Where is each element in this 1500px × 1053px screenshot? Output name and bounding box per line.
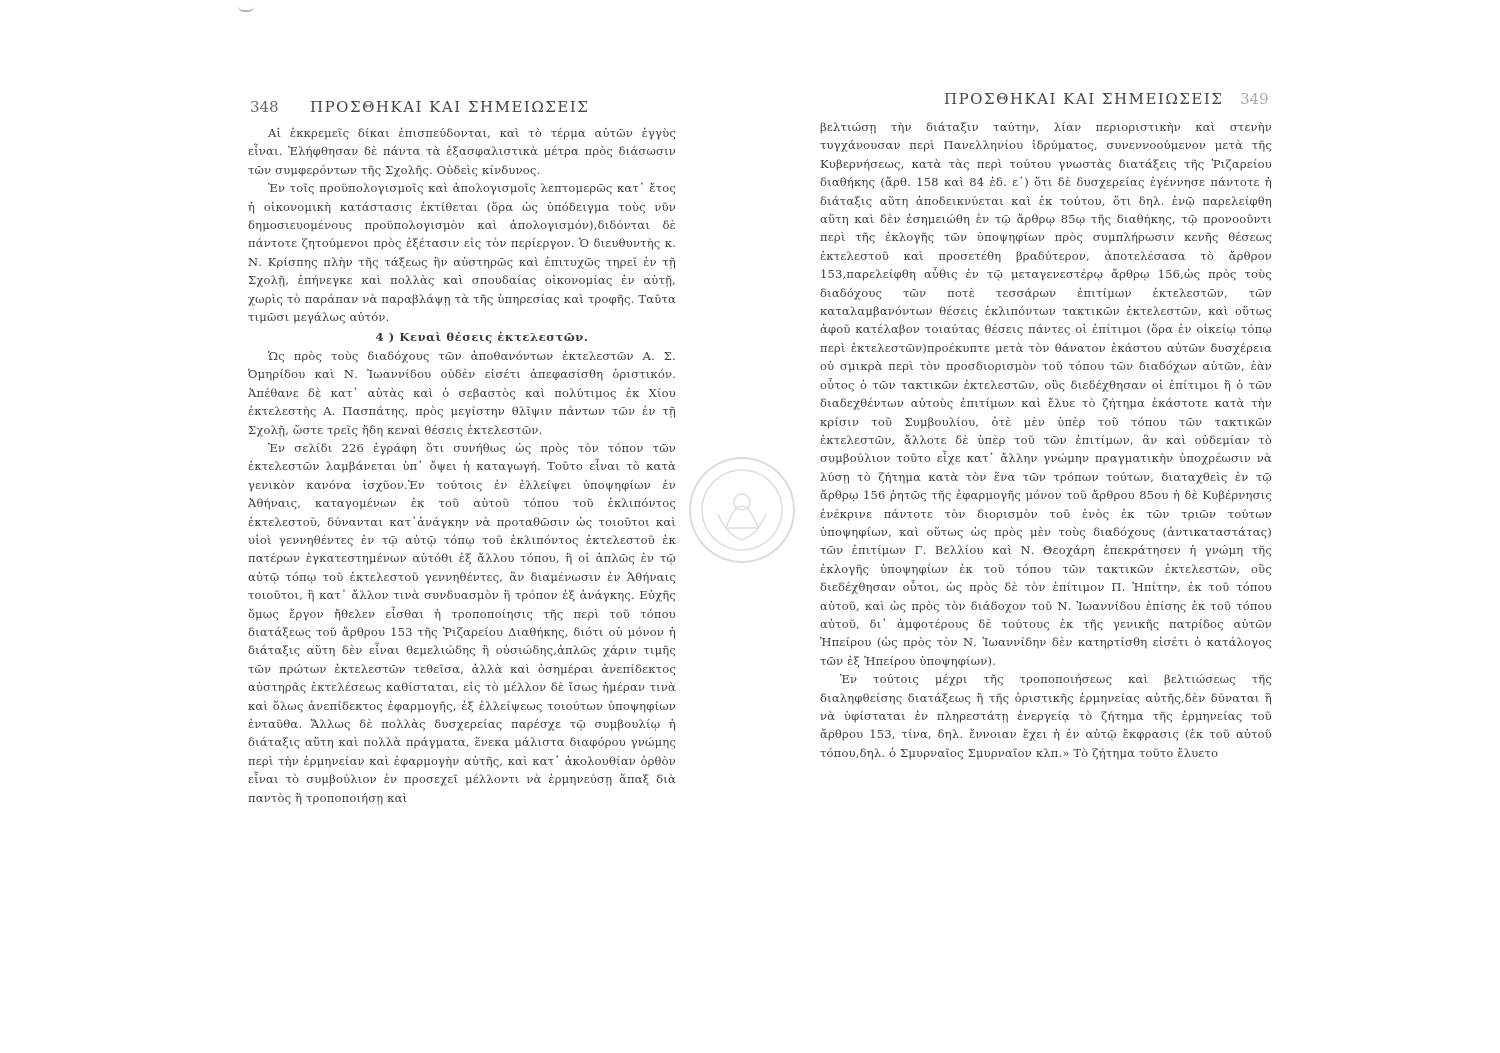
paragraph: Ἐν τοῖς προϋπολογισμοῖς καὶ ἀπολογισμοῖς λεπτομερῶς κατ᾽ ἔτος ἡ οἰκονομικὴ κατάστασις ἐκτίθεται (ὅρα ὡς ὑπόδειγμα τοὺς νῦν δημοσιευομένους προϋπολογισμὸν καὶ ἀπολογισμόν),διδόνται δὲ πάντοτε ζητούμενοι πρὸς ἐξέτασιν εἰς τὸν περίεργον. Ὁ διευθυντὴς κ. Ν. Κρίσπης πλὴν τῆς τάξεως ἣν αὐστηρῶς καὶ ἐπιτυχῶς τηρεῖ ἐν τῇ Σχολῇ, ἐπήνεγκε καὶ πολλὰς καὶ σπουδαίας οἰκονομίας ἐν αὐτῇ, χωρὶς τὸ παράπαν νὰ παραβλάψῃ τὰ τῆς ὑπηρεσίας καὶ τροφῆς. Ταῦτα τιμῶσι μεγάλως αὐτόν. bbox=[248, 181, 676, 325]
left-page-number: 348 bbox=[250, 98, 279, 116]
library-stamp-icon bbox=[686, 454, 798, 566]
paragraph: Ἐν τούτοις μέχρι τῆς τροποποιήσεως καὶ βελτιώσεως τῆς διαληφθείσης διατάξεως ἢ τῆς ὁριστικῆς ἑρμηνείας αὐτῆς,δὲν δύναται ἢ νὰ ὑφίσταται ἐν πληρεστάτῃ ἐνεργείᾳ τὸ ζήτημα τῆς ἑρμηνείας τοῦ ἄρθρου 153, τίνα, δηλ. ἔννοιαν ἔχει ἡ ἐν αὐτῷ ἔκφρασις (ἐκ τοῦ αὐτοῦ τόπου,δηλ. ὁ Σμυρναῖος Σμυρναῖον κλπ.» Τὸ ζήτημα τοῦτο ἔλυετο bbox=[820, 672, 1272, 760]
right-body-text bbox=[820, 118, 1272, 762]
right-page-number: 349 bbox=[1240, 90, 1269, 108]
paragraph: Ἐν σελίδι 226 ἐγράφη ὅτι συνήθως ὡς πρὸς τὸν τόπον τῶν ἐκτελεστῶν λαμβάνεται ὑπ᾽ ὄψει ἡ καταγωγή. Τοῦτο εἶναι τὸ κατὰ γενικὸν κανόνα ἰσχῦον.Ἐν τούτοις ἐν ἐλλείψει ὑποψηφίων ἐν Ἀθήναις, καταγομένων ἐκ τοῦ αὐτοῦ τόπου τοῦ ἐκλιπόντος ἐκτελεστοῦ, δύνανται κατ᾽ἀνάγκην νὰ προταθῶσιν ὡς τοιοῦτοι καὶ υἱοὶ γεννηθέντες ἐν τῷ αὐτῷ τόπῳ τοῦ ἐκλιπόντος ἐκτελεστοῦ ἐκ πατέρων ἐγκατεστημένων αὐτόθι ἐξ ἄλλου τόπου, ἢ οἱ ἁπλῶς ἐν τῷ αὐτῷ τόπῳ τοῦ ἐκτελεστοῦ γεννηθέντες, ἂν διαμένωσιν ἐν Ἀθήναις τοιοῦτοι, ἢ κατ᾽ ἄλλον τινὰ συνδυασμὸν ἢ τρόπον ἐξ ἀνάγκης. Εὐχῆς ὅμως ἔργον ἤθελεν εἶσθαι ἡ τροποποίησις τῆς περὶ τοῦ τόπου διατάξεως τοῦ ἄρθρου 153 τῆς Ῥιζαρείου Διαθήκης, διότι οὐ μόνον ἡ διάταξις αὕτη δὲν εἶναι θεμελιώδης ἢ οὐσιώδης,ἁπλῶς χάριν τιμῆς τῶν πρώτων ἐκτελεστῶν τεθεῖσα, ἀλλὰ καὶ ὁσημέραι ἀνεπίδεκτος αὐστηρᾶς ἐκτελέσεως καθίσταται, εἰς τὸ μέλλον δὲ ἴσως ἡμέραν τινὰ καὶ ὅλως ἀνεπίδεκτος ἐφαρμογῆς, ἐξ ἐλλείψεως τοιούτων ὑποψηφίων ἐνταῦθα. Ἄλλως δὲ πολλὰς δυσχερείας παρέσχε τῷ συμβουλίῳ ἡ διάταξις αὕτη καὶ πολλὰ πράγματα, ἕνεκα μάλιστα διαφόρου γνώμης περὶ τὴν ἑρμηνείαν καὶ ἐφαρμογὴν αὐτῆς, καὶ κατ᾽ ἀκολουθίαν ὀρθὸν εἶναι τὸ συμβούλιον ἐν προσεχεῖ μέλλοντι νὰ ἑρμηνεύσῃ ἅπαξ διὰ παντὸς ἢ τροποποιήσῃ καὶ bbox=[248, 440, 676, 805]
left-page bbox=[248, 90, 676, 807]
right-running-head bbox=[820, 90, 1272, 118]
left-running-head bbox=[248, 90, 676, 118]
left-running-title: ΠΡΟΣΘΗΚΑΙ ΚΑΙ ΣΗΜΕΙΩΣΕΙΣ bbox=[310, 98, 590, 116]
right-page bbox=[820, 90, 1272, 762]
scan-corner-mark bbox=[238, 0, 254, 12]
right-running-title: ΠΡΟΣΘΗΚΑΙ ΚΑΙ ΣΗΜΕΙΩΣΕΙΣ bbox=[944, 90, 1224, 108]
section-heading: 4 ) Κεναὶ θέσεις ἐκτελεστῶν. bbox=[375, 330, 589, 345]
left-body-text bbox=[248, 124, 676, 807]
paragraph: βελτιώσῃ τὴν διάταξιν ταύτην, λίαν περιοριστικὴν καὶ στενὴν τυγχάνουσαν περὶ Πανελληνίου ἱδρύματος, συνεννοούμενον μετὰ τῆς Κυβερνήσεως, κατὰ τὰς περὶ τούτου γνωστὰς διατάξεις τῆς Ῥιζαρείου διαθήκης (ἄρθ. 158 καὶ 84 ἐδ. ε᾽) ὅτι δὲ δυσχερείας ἐγέννησε πάντοτε ἡ διάταξις αὕτη ἀποδεικνύεται καὶ ἐκ τούτου, ὅτι δηλ. ἐνῷ παρελείφθη αὕτη καὶ δὲν ἐσημειώθη ἐν τῷ ἄρθρῳ 85ῳ τῆς διαθήκης, τῷ προνοοῦντι περὶ τῆς ἐκλογῆς τῶν ὑποψηφίων πρὸς συμπλήρωσιν κενῆς θέσεως ἐκτελεστοῦ καὶ προσετέθη βραδύτερον, ἀποτελέσασα τὸ ἄρθρον 153,παρελείφθη αὖθις ἐν τῷ μεταγενεστέρῳ ἄρθρῳ 156,ὡς πρὸς τοὺς διαδόχους τῶν ποτὲ τεσσάρων ἐπιτίμων ἐκτελεστῶν, τῶν καταλαμβανόντων θέσεις ἐκλιπόντων τακτικῶν ἐκτελεστῶν, καὶ οὕτως ἀφοῦ κατέλαβον τοιαύτας θέσεις πάντες οἱ ἐπίτιμοι (ὅρα ἐν οἰκείῳ τόπῳ περὶ ἐκτελεστῶν)προέκυπτε μετὰ τὸν θάνατον ἑκάστου αὐτῶν δυσχέρεια οὐ σμικρὰ περὶ τὸν προσδιορισμὸν τοῦ τόπου τῶν διαδόχων αὐτῶν, ἐὰν οὗτος ὁ τῶν τακτικῶν ἐκτελεστῶν, οὓς διεδέχθησαν οἱ ἐπίτιμοι ἢ ὁ τῶν διαδεχθέντων αὐτοὺς ἐπιτίμων καὶ ἔλυε τὸ ζήτημα ἑκάστοτε κατὰ τὴν κρίσιν τοῦ Συμβουλίου, ὁτὲ μὲν ὑπὲρ τοῦ τόπου τῶν τακτικῶν ἐκτελεστῶν, ἄλλοτε δὲ ὑπὲρ τοῦ τῶν ἐπιτίμων, ἂν καὶ οὐδεμίαν τὸ συμβούλιον τοῦτο εἶχε κατ᾽ ἄλλην γνώμην πραγματικὴν ὑποχρέωσιν νὰ λύσῃ τὸ ζήτημα κατὰ τὸν ἕνα τῶν τρόπων τούτων, διαταχθεὶς ἐν τῷ ἄρθρῳ 156 ῥητῶς τῆς ἐφαρμογῆς μόνον τοῦ ἄρθρου 85ου ἡ δὲ Κυβέρνησις ἐνέκρινε πάντοτε τὸν διορισμὸν τοῦ ἑνὸς ἐκ τῶν τριῶν τούτων ὑποψηφίων, καὶ οὕτως ὡς πρὸς μὲν τοὺς διαδόχους (ἀντικαταστάτας) τῶν ἐπιτίμων Γ. Βελλίου καὶ Ν. Θεοχάρη ἐπεκράτησεν ἡ γνώμη τῆς ἐκλογῆς ὑποψηφίων ἐκ τοῦ τόπου τῶν τακτικῶν ἐκτελεστῶν, οὓς διεδέχθησαν οὗτοι, ὡς πρὸς δὲ τὸν ἐπίτιμον Π. Ἠπίτην, ἐκ τοῦ τόπου αὐτοῦ, καὶ ὡς πρὸς τὸν διάδοχον τοῦ Ν. Ἰωαννίδου ἐπίσης ἐκ τοῦ τόπου αὐτοῦ, δι᾽ ἀμφοτέρους δὲ τούτους ἐκ τῆς γενικῆς πατρίδος αὐτῶν Ἠπείρου (ὡς πρὸς τὸν Ν. Ἰωαννίδην δὲν κατηρτίσθη εἰσέτι ὁ κατάλογος τῶν ἐξ Ἠπείρου ὑποψηφίων). bbox=[820, 120, 1272, 668]
paragraph: Ὡς πρὸς τοὺς διαδόχους τῶν ἀποθανόντων ἐκτελεστῶν Α. Σ. Ὀμηρίδου καὶ Ν. Ἰωαννίδου οὐδὲν εἰσέτι ἀπεφασίσθη ὁριστικόν. Ἀπέθανε δὲ κατ᾽ αὐτὰς καὶ ὁ σεβαστὸς καὶ πολύτιμος ἐκ Χίου ἐκτελεστὴς Α. Πασπάτης, πρὸς μεγίστην θλῖψιν πάντων τῶν ἐν τῇ Σχολῇ, ὥστε τρεῖς ἤδη κεναὶ θέσεις ἐκτελεστῶν. bbox=[248, 348, 676, 437]
paragraph: Αἱ ἐκκρεμεῖς δίκαι ἐπισπεύδονται, καὶ τὸ τέρμα αὐτῶν ἐγγὺς εἶναι. Ἐλήφθησαν δὲ πάντα τὰ ἐξασφαλιστικὰ μέτρα πρὸς διάσωσιν τῶν συμφερόντων τῆς Σχολῆς. Οὐδεὶς κίνδυνος. bbox=[248, 126, 676, 177]
